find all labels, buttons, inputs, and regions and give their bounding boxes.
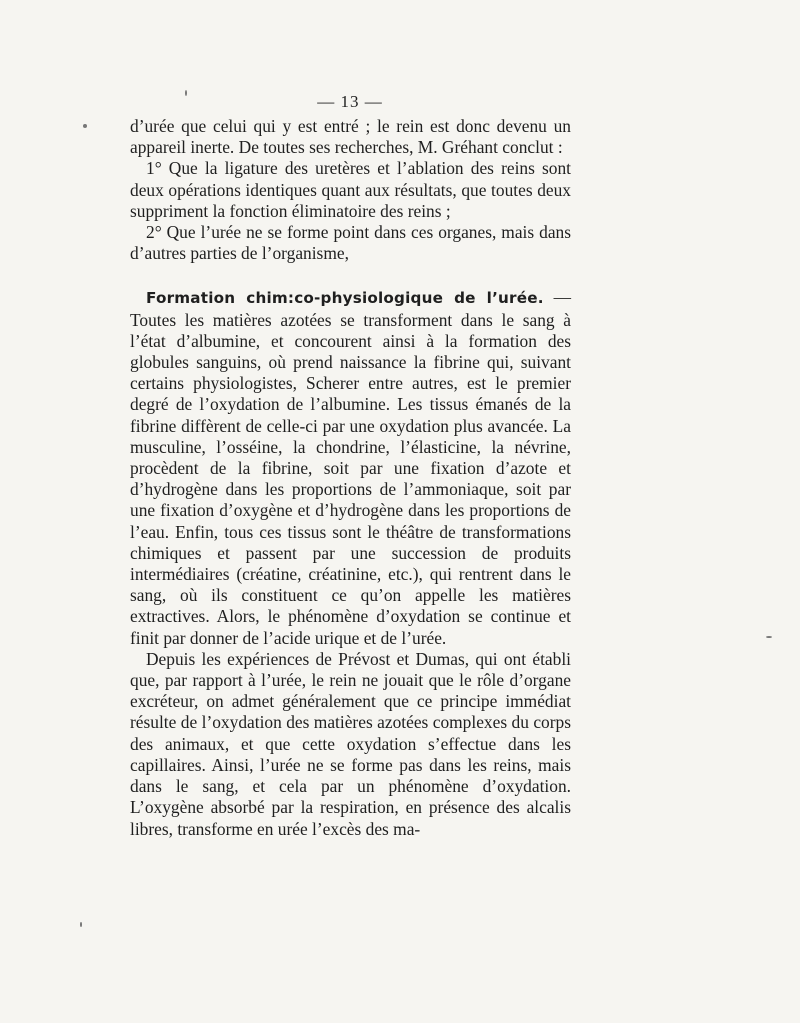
paragraph: 1° Que la ligature des uretères et l’ablation des reins sont deux opérations identiques quant aux résultats, que toutes deux suppriment la fonction éliminatoire des reins ; [130, 158, 571, 221]
ink-speck [83, 124, 87, 128]
ink-speck [80, 922, 82, 927]
paragraph: d’urée que celui qui y est entré ; le rein est donc devenu un appareil inerte. De toutes ses recherches, M. Gréhant conclut : [130, 116, 571, 158]
section-heading: Formation chim:co-physiologique de l’urée. [146, 289, 544, 308]
ink-speck [766, 636, 772, 638]
paragraph-gap [130, 264, 571, 287]
section-text: — Toutes les matières azotées se transforment dans le sang à l’état d’albumine, et concourent ainsi à la formation des globules sanguins, où prend naissance la fibrine qui, suivant certains physiologistes, Scherer entre autres, est le premier degré de l’oxydation de l’albumine. Les tissus émanés de la fibrine diffèrent de celle-ci par une oxydation plus avancée. La musculine, l’osséine, la chondrine, l’élasticine, la névrine, procèdent de la fibrine, soit par une fixation d’azote et d’hydrogène dans les proportions de l’ammoniaque, soit par une fixation d’oxygène et d’hydrogène dans les proportions de l’eau. Enfin, tous ces tissus sont le théâtre de transformations chimiques et passent par une succession de produits intermédiaires (créatine, créatinine, etc.), qui rentrent dans le sang, où ils constituent ce qu’on appelle les matières extractives. Alors, le phénomène d’oxydation se continue et finit par donner de l’acide urique et de l’urée. [130, 287, 571, 648]
section-paragraph [130, 287, 571, 648]
body-text [130, 116, 571, 840]
paragraph: Depuis les expériences de Prévost et Dumas, qui ont établi que, par rapport à l’urée, le rein ne jouait que le rôle d’organe excréteur, on admet généralement que ce principe immédiat résulte de l’oxydation des matières azotées complexes du corps des animaux, et que cette oxydation s’effectue dans les capillaires. Ainsi, l’urée ne se forme pas dans les reins, mais dans le sang, et cela par un phénomène d’oxydation. L’oxygène absorbé par la respiration, en présence des alcalis libres, transforme en urée l’excès des ma- [130, 648, 571, 839]
paragraph: 2° Que l’urée ne se forme point dans ces organes, mais dans d’autres parties de l’organisme, [130, 222, 571, 264]
page-number: — 13 — [317, 92, 383, 111]
